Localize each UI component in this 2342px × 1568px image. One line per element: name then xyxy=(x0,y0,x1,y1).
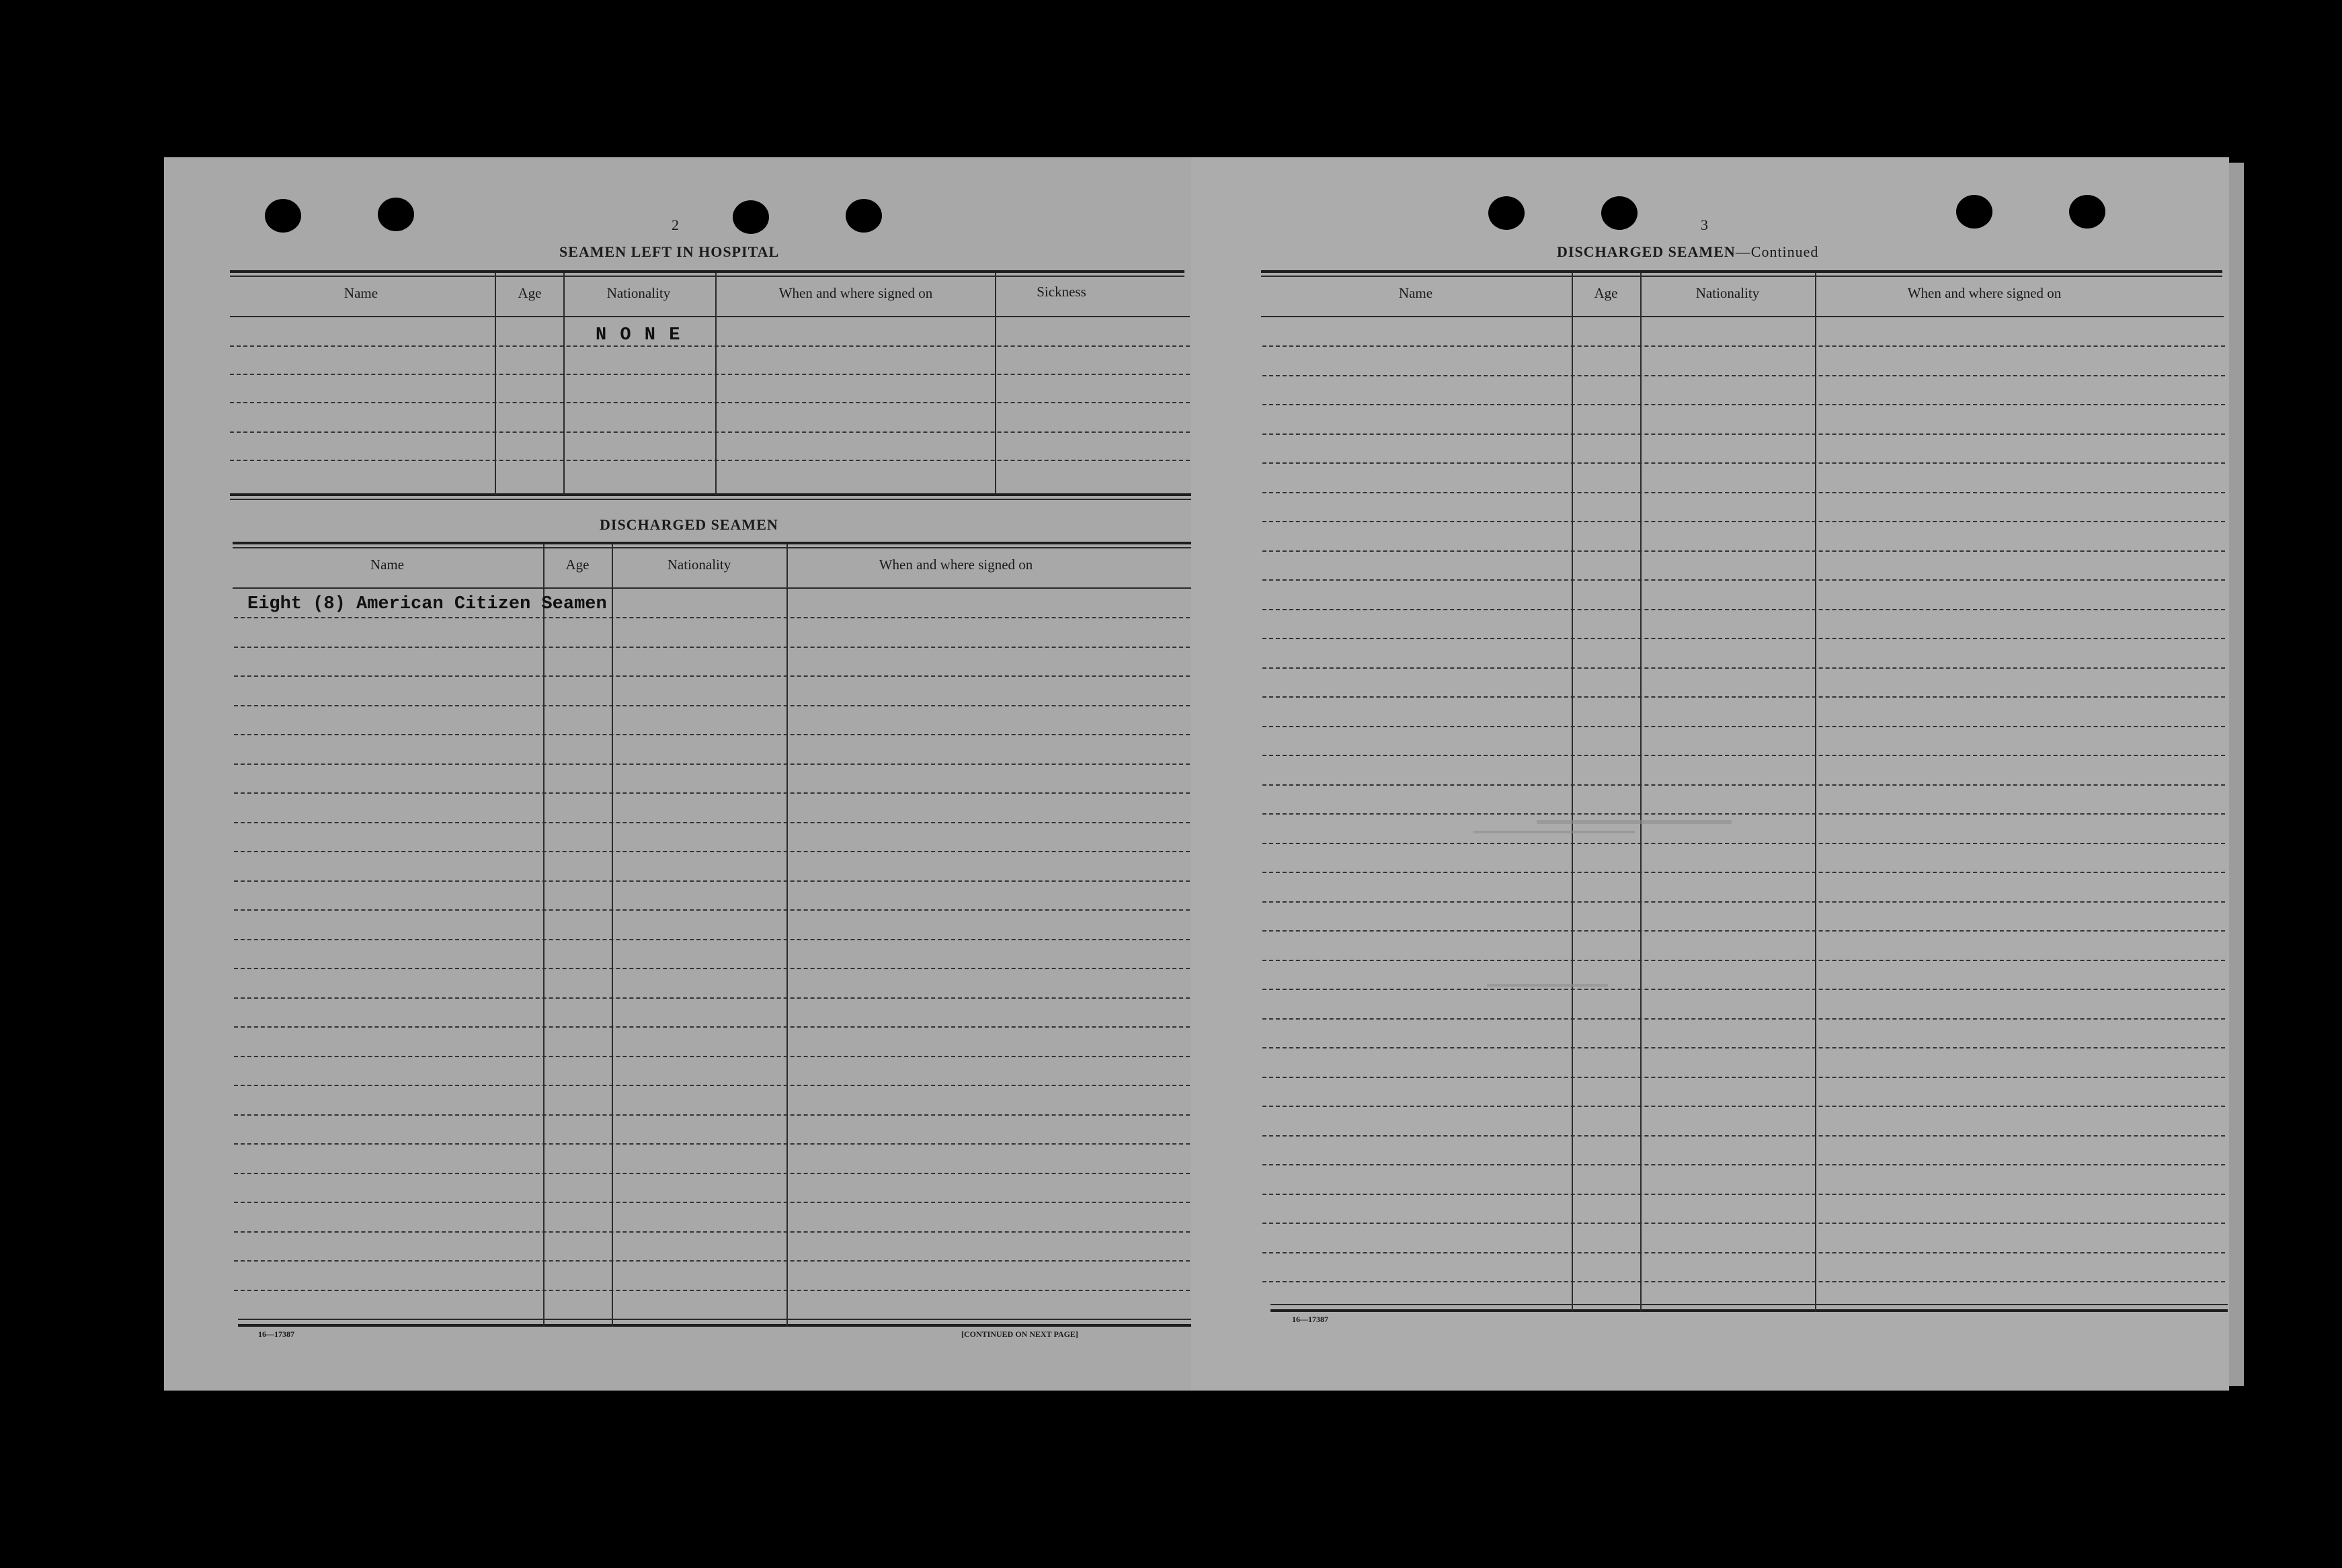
table-row xyxy=(234,909,1197,911)
discharged-entry: Eight (8) American Citizen Seamen xyxy=(247,594,607,614)
column-header-nationality: Nationality xyxy=(1695,285,1760,301)
page-number: 2 xyxy=(672,216,679,233)
punch-hole xyxy=(265,199,301,233)
table-row xyxy=(1262,579,2225,581)
header-underline xyxy=(230,316,1190,317)
table-row xyxy=(230,402,1190,403)
bleed-through-mark xyxy=(1537,820,1732,824)
table-row xyxy=(234,1143,1197,1145)
table-row xyxy=(1262,404,2225,405)
column-header-age: Age xyxy=(565,556,590,573)
table-top-rule xyxy=(1261,270,2222,273)
table-row xyxy=(1262,1194,2225,1195)
discharged-continued-title xyxy=(1557,243,1818,261)
table-row xyxy=(1262,930,2225,932)
table-row xyxy=(230,460,1190,461)
column-divider xyxy=(543,544,544,1327)
table-row xyxy=(234,880,1197,882)
table-row xyxy=(1262,1252,2225,1253)
table-row xyxy=(1262,434,2225,435)
left-page xyxy=(164,157,1210,1391)
table-row xyxy=(234,617,1197,618)
table-bottom-rule xyxy=(1270,1304,2228,1305)
table-bottom-rule xyxy=(230,499,1193,500)
table-row xyxy=(1262,696,2225,698)
table-row xyxy=(234,939,1197,940)
column-header-age: Age xyxy=(1594,285,1618,301)
table-row xyxy=(234,734,1197,735)
page-number: 3 xyxy=(1701,216,1708,233)
punch-hole xyxy=(2069,195,2105,229)
discharged-section-title: DISCHARGED SEAMEN xyxy=(600,516,778,533)
form-number: 16—17387 xyxy=(258,1329,294,1339)
column-header-name: Name xyxy=(370,556,405,573)
table-row xyxy=(234,1026,1197,1028)
right-page xyxy=(1191,157,2229,1391)
column-header-nationality: Nationality xyxy=(667,556,731,573)
table-row xyxy=(1262,901,2225,903)
table-top-rule xyxy=(230,276,1184,277)
column-divider xyxy=(715,273,717,495)
continued-note: [CONTINUED ON NEXT PAGE] xyxy=(961,1329,1078,1339)
punch-hole xyxy=(378,198,414,231)
punch-hole xyxy=(1956,195,1992,229)
table-top-rule xyxy=(1261,276,2222,277)
table-row xyxy=(1262,843,2225,844)
table-row xyxy=(1262,726,2225,727)
table-row xyxy=(1262,989,2225,990)
table-row xyxy=(234,1290,1197,1291)
bleed-through-mark xyxy=(1487,984,1608,987)
table-row xyxy=(234,968,1197,969)
hospital-section-title: SEAMEN LEFT IN HOSPITAL xyxy=(559,243,780,260)
table-row xyxy=(1262,872,2225,873)
table-bottom-rule xyxy=(238,1319,1198,1320)
column-divider xyxy=(612,544,613,1327)
title-main: DISCHARGED SEAMEN xyxy=(1557,243,1736,260)
table-row xyxy=(234,851,1197,852)
table-row xyxy=(234,997,1197,999)
table-row xyxy=(230,431,1190,433)
table-row xyxy=(1262,345,2225,347)
column-divider xyxy=(1815,273,1816,1312)
form-number: 16—17387 xyxy=(1292,1315,1328,1324)
title-suffix: —Continued xyxy=(1735,243,1819,260)
table-bottom-rule xyxy=(230,493,1193,496)
table-row xyxy=(230,374,1190,375)
table-row xyxy=(1262,667,2225,669)
table-row xyxy=(1262,1047,2225,1048)
column-divider xyxy=(563,273,565,495)
table-row xyxy=(1262,1135,2225,1137)
table-row xyxy=(234,705,1197,706)
punch-hole xyxy=(846,199,882,233)
table-row xyxy=(1262,784,2225,786)
column-header-name: Name xyxy=(1398,285,1433,301)
column-header-signed-on: When and where signed on xyxy=(879,556,1033,573)
column-header-signed-on: When and where signed on xyxy=(778,285,933,301)
punch-hole xyxy=(1488,196,1525,230)
table-row xyxy=(234,1173,1197,1174)
table-row xyxy=(230,345,1190,347)
table-row xyxy=(234,675,1197,677)
table-row xyxy=(1262,1223,2225,1224)
table-bottom-rule xyxy=(238,1324,1198,1327)
table-top-rule xyxy=(233,547,1194,548)
table-top-rule xyxy=(230,270,1184,273)
table-row xyxy=(1262,521,2225,522)
table-row xyxy=(1262,1018,2225,1020)
table-row xyxy=(234,1202,1197,1203)
punch-hole xyxy=(1601,196,1638,230)
punch-hole xyxy=(733,200,769,234)
table-row xyxy=(1262,1164,2225,1165)
table-row xyxy=(234,822,1197,823)
hospital-entry: N O N E xyxy=(596,325,682,345)
table-row xyxy=(1262,1106,2225,1107)
header-underline xyxy=(1261,316,2224,317)
table-row xyxy=(1262,960,2225,961)
table-row xyxy=(234,1114,1197,1116)
table-row xyxy=(234,792,1197,794)
table-row xyxy=(1262,755,2225,756)
column-divider xyxy=(495,273,496,495)
table-row xyxy=(234,1260,1197,1262)
table-row xyxy=(234,1056,1197,1057)
table-top-rule xyxy=(233,542,1194,544)
table-row xyxy=(1262,813,2225,815)
table-row xyxy=(1262,462,2225,464)
table-row xyxy=(1262,550,2225,552)
column-header-sickness: Sickness xyxy=(1037,284,1086,300)
column-divider xyxy=(1572,273,1573,1312)
table-row xyxy=(1262,492,2225,493)
column-divider xyxy=(786,544,788,1327)
table-row xyxy=(1262,1077,2225,1078)
table-row xyxy=(1262,375,2225,376)
column-header-nationality: Nationality xyxy=(606,285,671,301)
header-underline xyxy=(233,587,1195,589)
column-divider xyxy=(995,273,996,495)
table-row xyxy=(1262,1281,2225,1282)
bleed-through-mark xyxy=(1473,831,1635,833)
table-row xyxy=(1262,609,2225,610)
table-row xyxy=(234,764,1197,765)
column-header-name: Name xyxy=(344,285,378,301)
column-header-age: Age xyxy=(518,285,542,301)
table-row xyxy=(234,1085,1197,1086)
table-row xyxy=(1262,638,2225,639)
table-row xyxy=(234,647,1197,648)
column-divider xyxy=(1640,273,1642,1312)
table-bottom-rule xyxy=(1270,1309,2228,1312)
column-header-signed-on: When and where signed on xyxy=(1907,285,2062,301)
table-row xyxy=(234,1231,1197,1233)
